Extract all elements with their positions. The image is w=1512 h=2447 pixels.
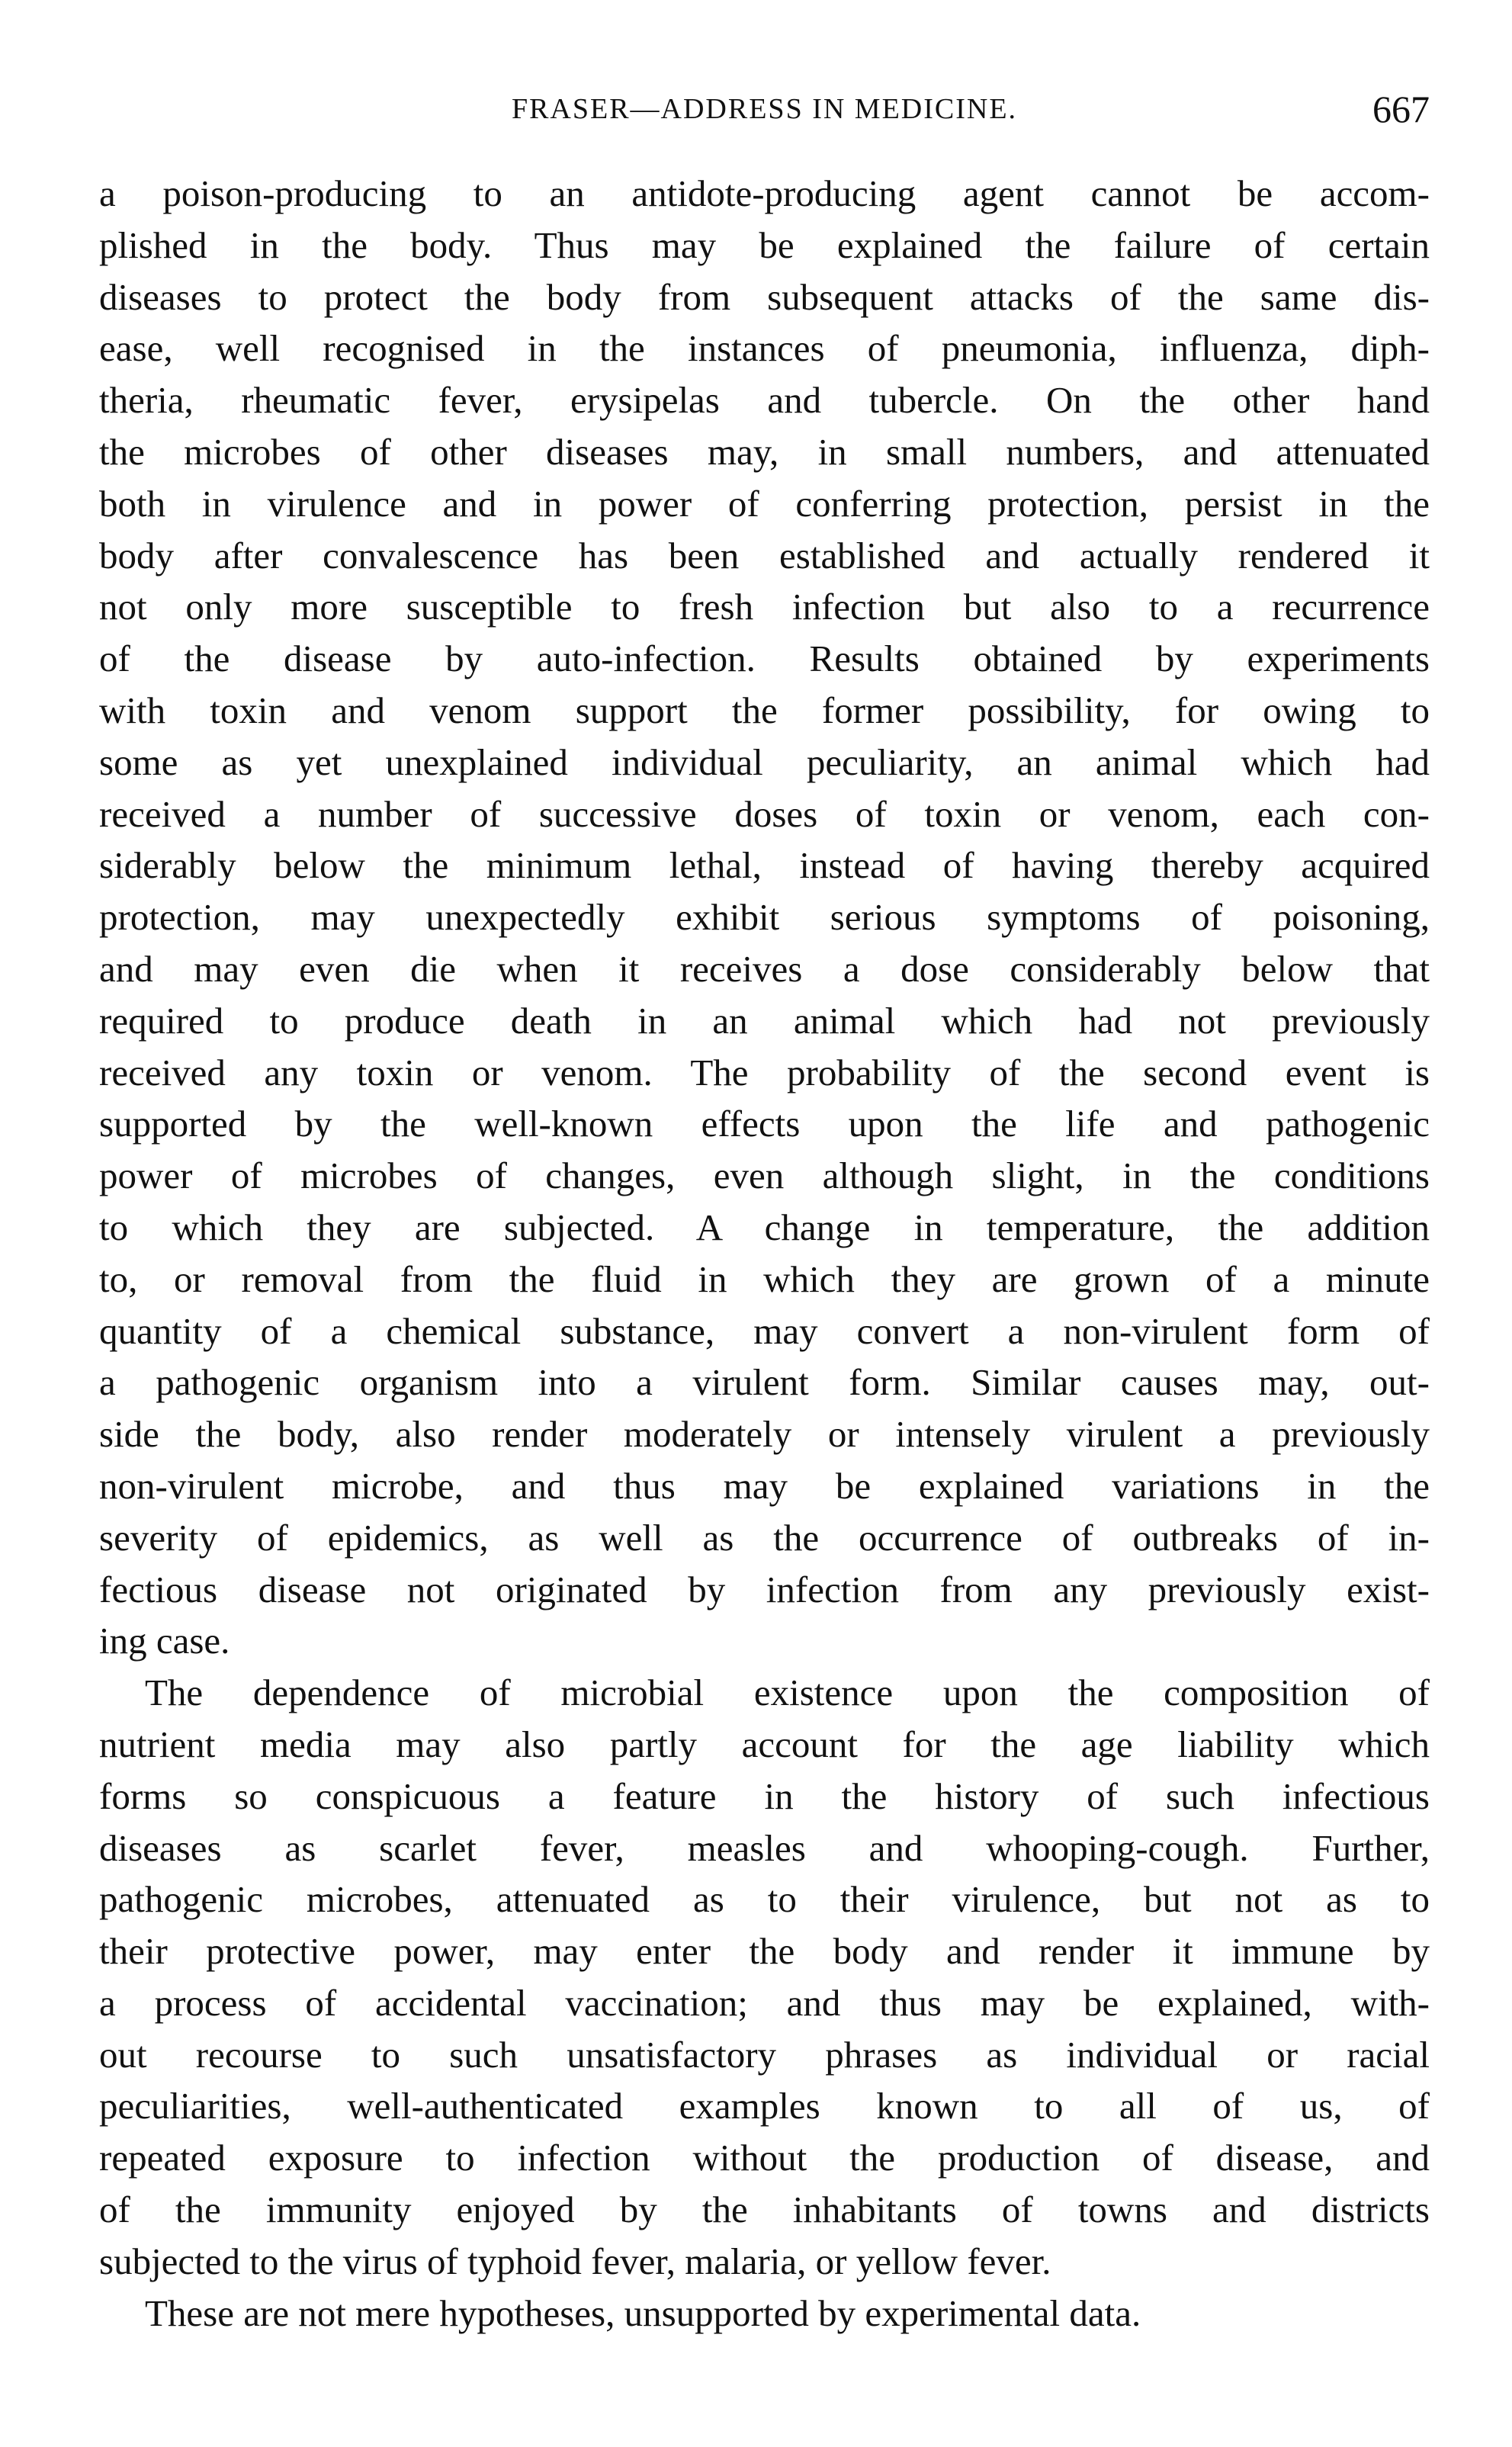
running-title: FRASER—ADDRESS IN MEDICINE.: [511, 93, 1018, 125]
text-line: to, or removal from the fluid in which they are grown of a minute: [99, 1257, 1430, 1300]
text-line: peculiarities, well-authenticated examples known to all of us, of: [99, 2085, 1430, 2127]
text-line: subjected to the virus of typhoid fever, malaria, or yellow fever.: [99, 2240, 1051, 2282]
text-line: quantity of a chemical substance, may convert a non-virulent form of: [99, 1309, 1430, 1352]
text-line: siderably below the minimum lethal, instead of having thereby acquired: [99, 844, 1430, 887]
text-line: The dependence of microbial existence upon the composition of: [145, 1671, 1430, 1714]
text-line: received a number of successive doses of toxin or venom, each con-: [99, 792, 1430, 835]
body-text: [99, 168, 1430, 2339]
text-line: of the disease by auto-infection. Results obtained by experiments: [99, 637, 1430, 680]
text-line: their protective power, may enter the body and render it immune by: [99, 1930, 1430, 1973]
text-line: a process of accidental vaccination; and thus may be explained, with-: [99, 1981, 1430, 2024]
text-line: nutrient media may also partly account for the age liability which: [99, 1723, 1430, 1765]
text-line: not only more susceptible to fresh infection but also to a recurrence: [99, 586, 1430, 628]
text-line: diseases to protect the body from subsequent attacks of the same dis-: [99, 275, 1430, 318]
running-head: [99, 82, 1430, 136]
text-line: with toxin and venom support the former possibility, for owing to: [99, 689, 1430, 731]
text-line: a poison-producing to an antidote-producing agent cannot be accom-: [99, 172, 1430, 214]
text-line: pathogenic microbes, attenuated as to their virulence, but not as to: [99, 1878, 1430, 1921]
text-line: body after convalescence has been established and actually rendered it: [99, 534, 1430, 576]
text-line: to which they are subjected. A change in temperature, the addition: [99, 1206, 1430, 1248]
text-line: fectious disease not originated by infection from any previously exist-: [99, 1568, 1430, 1610]
text-line: side the body, also render moderately or intensely virulent a previously: [99, 1413, 1430, 1456]
text-line: forms so conspicuous a feature in the history of such infectious: [99, 1774, 1430, 1817]
text-line: power of microbes of changes, even although slight, in the conditions: [99, 1154, 1430, 1197]
text-line: received any toxin or venom. The probability of the second event is: [99, 1051, 1430, 1093]
text-line: supported by the well-known effects upon the life and pathogenic: [99, 1103, 1430, 1145]
text-line: These are not mere hypotheses, unsupported by experimental data.: [145, 2291, 1141, 2334]
text-line: theria, rheumatic fever, erysipelas and tubercle. On the other hand: [99, 379, 1430, 422]
text-line: repeated exposure to infection without the production of disease, and: [99, 2137, 1430, 2179]
text-line: out recourse to such unsatisfactory phrases as individual or racial: [99, 2033, 1430, 2076]
text-line: of the immunity enjoyed by the inhabitants of towns and districts: [99, 2188, 1430, 2231]
text-line: a pathogenic organism into a virulent form. Similar causes may, out-: [99, 1361, 1430, 1404]
text-line: and may even die when it receives a dose considerably below that: [99, 947, 1430, 990]
text-line: some as yet unexplained individual peculiarity, an animal which had: [99, 740, 1430, 783]
text-line: both in virulence and in power of conferring protection, persist in the: [99, 482, 1430, 525]
text-line: the microbes of other diseases may, in small numbers, and attenuated: [99, 430, 1430, 473]
text-line: ease, well recognised in the instances of pneumonia, influenza, diph-: [99, 327, 1430, 370]
text-line: plished in the body. Thus may be explained the failure of certain: [99, 223, 1430, 266]
page-number: 667: [1372, 88, 1430, 130]
text-line: ing case.: [99, 1620, 230, 1662]
text-line: diseases as scarlet fever, measles and whooping-cough. Further,: [99, 1826, 1430, 1869]
text-line: required to produce death in an animal which had not previously: [99, 999, 1430, 1042]
text-line: protection, may unexpectedly exhibit serious symptoms of poisoning,: [99, 896, 1430, 939]
text-line: severity of epidemics, as well as the occurrence of outbreaks of in-: [99, 1516, 1430, 1559]
text-line: non-virulent microbe, and thus may be explained variations in the: [99, 1464, 1430, 1507]
